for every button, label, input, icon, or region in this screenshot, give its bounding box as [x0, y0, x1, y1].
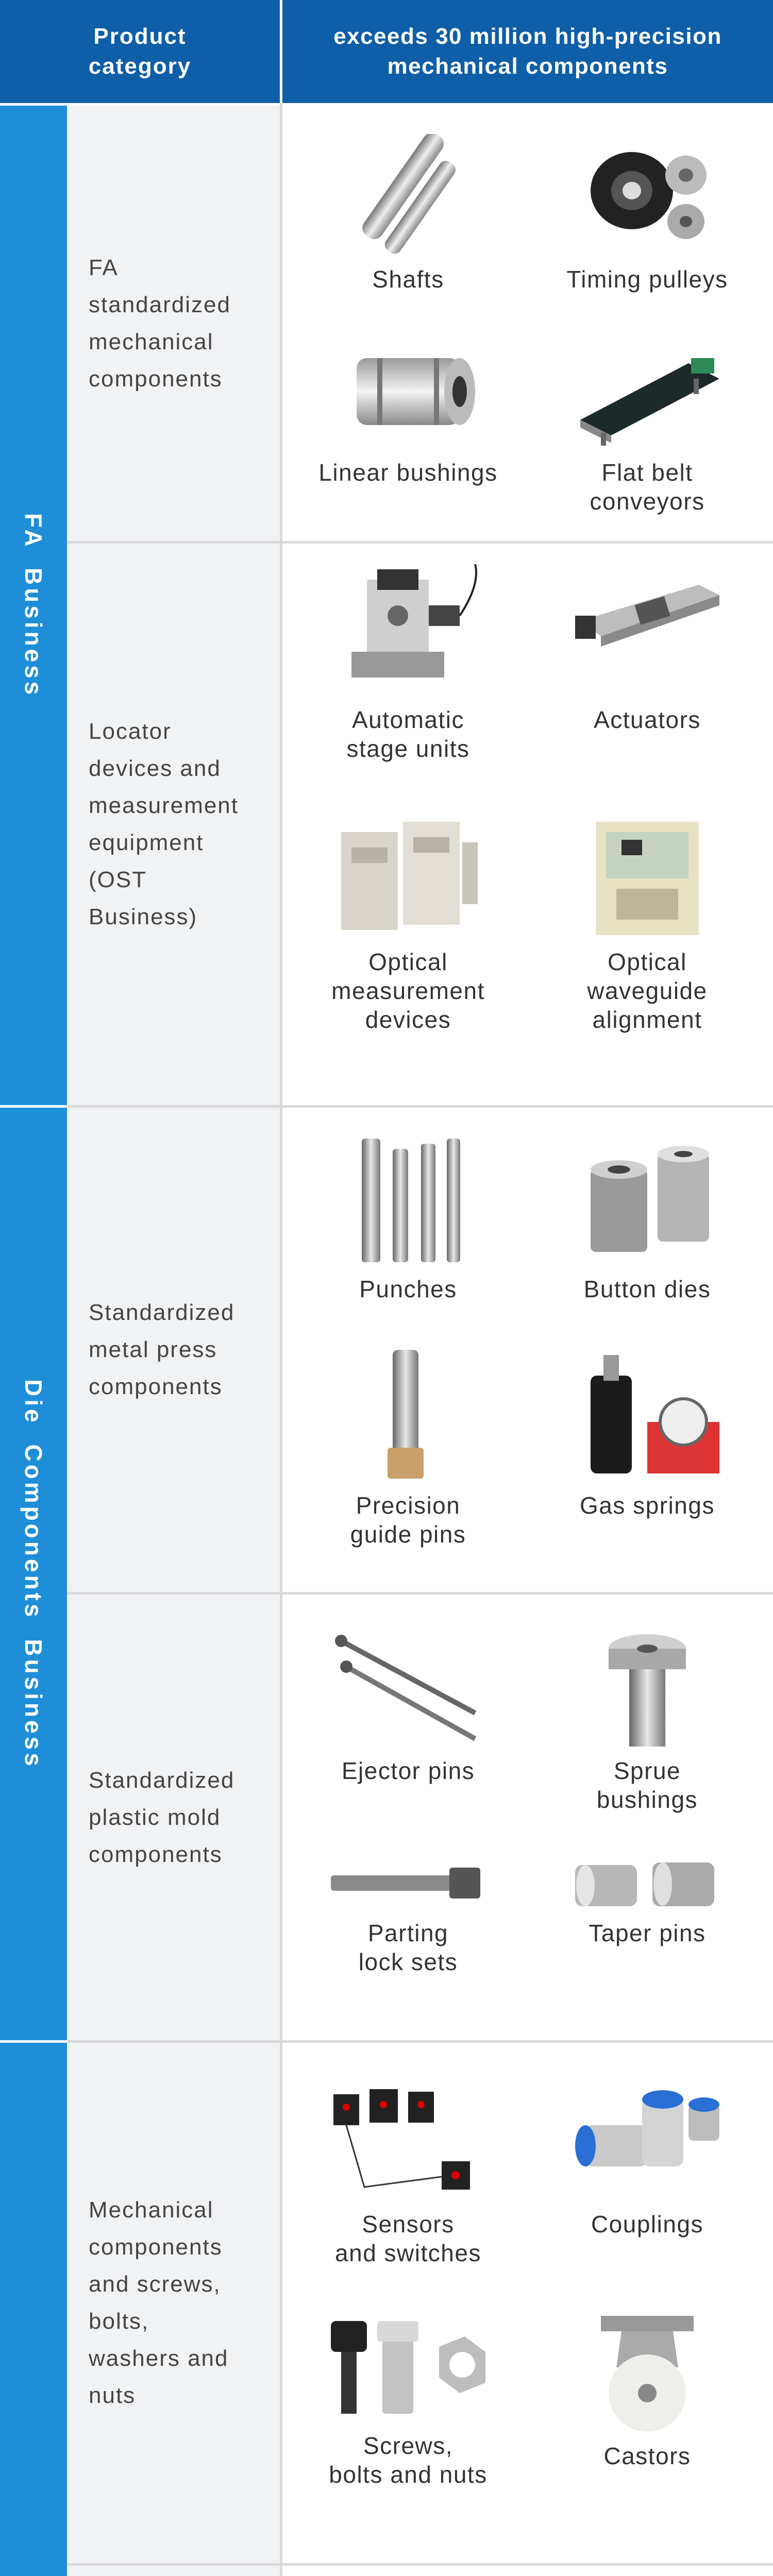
product-shafts: [295, 134, 522, 294]
optical-measurement-icon: [331, 811, 485, 940]
header-product-category: Product category: [0, 0, 280, 103]
product-taper-pins: [534, 1855, 761, 1947]
linear-bushing-icon: [331, 332, 485, 451]
business-name: Die Components Business: [20, 1379, 47, 1769]
product-ejector-pins: [295, 1625, 522, 1785]
parting-lock-icon: [326, 1855, 491, 1911]
sensor-icon: [323, 2084, 493, 2202]
product-label: Sensors and switches: [335, 2211, 481, 2266]
product-label: Gas springs: [580, 1492, 715, 1519]
guide-pin-icon: [331, 1345, 485, 1484]
product-label: Precision guide pins: [350, 1492, 466, 1548]
business-band-die-components: [0, 1108, 67, 2040]
product-precision-guide-pins: [295, 1345, 522, 1549]
punch-icon: [331, 1133, 485, 1267]
product-grid: [282, 544, 773, 1105]
header-components-count: exceeds 30 million high-precision mechanical components: [282, 0, 773, 103]
product-parting-lock-sets: [295, 1855, 522, 1976]
category-cell: [67, 544, 280, 1105]
gas-spring-icon: [570, 1345, 725, 1484]
product-label: Castors: [603, 2443, 691, 2469]
product-couplings: [534, 2084, 761, 2239]
sprue-bushing-icon: [570, 1625, 725, 1749]
product-label: Parting lock sets: [358, 1920, 458, 1975]
product-actuators: [534, 564, 761, 734]
castor-icon: [565, 2311, 730, 2434]
shafts-icon: [331, 134, 485, 258]
category-label: Locator devices and measurement equipment (OST Business): [89, 719, 239, 929]
product-label: Automatic stage units: [346, 706, 470, 762]
actuator-icon: [570, 564, 725, 698]
product-timing-pulleys: [534, 134, 761, 294]
table-header: [0, 0, 773, 103]
stage-unit-icon: [331, 564, 485, 698]
product-button-dies: [534, 1133, 761, 1303]
product-label: Linear bushings: [318, 459, 498, 486]
product-label: Actuators: [594, 706, 701, 733]
product-label: Ejector pins: [341, 1757, 475, 1784]
ejector-pin-icon: [331, 1625, 485, 1749]
product-sensors-and-switches: [295, 2084, 522, 2267]
business-name: FA Business: [20, 513, 47, 698]
product-automatic-stage-units: [295, 564, 522, 763]
business-band-fa: [0, 106, 67, 1105]
product-gas-springs: [534, 1345, 761, 1520]
product-label: Shafts: [372, 266, 444, 293]
product-label: Sprue bushings: [596, 1757, 698, 1813]
product-linear-bushings: [295, 332, 522, 487]
product-label: Screws, bolts and nuts: [329, 2432, 488, 2488]
button-die-icon: [570, 1133, 725, 1267]
category-label: Standardized plastic mold components: [89, 1767, 235, 1867]
category-cell: [67, 1108, 280, 1592]
product-screws-bolts-nuts: [295, 2311, 522, 2489]
category-label: Standardized metal press components: [89, 1300, 235, 1399]
product-label: Flat belt conveyors: [590, 459, 705, 515]
category-label: Mechanical components and screws, bolts, washers and nuts: [89, 2197, 229, 2408]
coupling-icon: [565, 2084, 730, 2202]
taper-pin-icon: [565, 1855, 730, 1911]
product-label: Punches: [359, 1276, 457, 1302]
product-grid: [282, 106, 773, 541]
category-cell: [67, 106, 280, 541]
product-grid: [282, 1595, 773, 2040]
product-label: Optical measurement devices: [331, 948, 485, 1033]
category-cell: [67, 2566, 280, 2576]
product-label: Timing pulleys: [566, 266, 728, 293]
product-optical-waveguide-alignment: [534, 811, 761, 1034]
product-label: Couplings: [591, 2211, 704, 2238]
product-punches: [295, 1133, 522, 1303]
product-label: Button dies: [583, 1276, 711, 1302]
product-grid: [282, 2566, 773, 2576]
product-castors: [534, 2311, 761, 2470]
screw-bolt-icon: [321, 2311, 496, 2424]
product-flat-belt-conveyors: [534, 332, 761, 516]
product-sprue-bushings: [534, 1625, 761, 1814]
product-label: Optical waveguide alignment: [587, 948, 708, 1033]
category-label: FA standardized mechanical components: [89, 255, 231, 392]
product-grid: [282, 2043, 773, 2563]
waveguide-alignment-icon: [570, 811, 725, 940]
conveyor-icon: [570, 332, 725, 451]
product-label: Taper pins: [589, 1920, 706, 1946]
business-band-vona: [0, 2043, 67, 2576]
category-cell: [67, 1595, 280, 2040]
product-optical-measurement-devices: [295, 811, 522, 1034]
category-cell: [67, 2043, 280, 2563]
timing-pulley-icon: [570, 134, 725, 258]
product-grid: [282, 1108, 773, 1592]
